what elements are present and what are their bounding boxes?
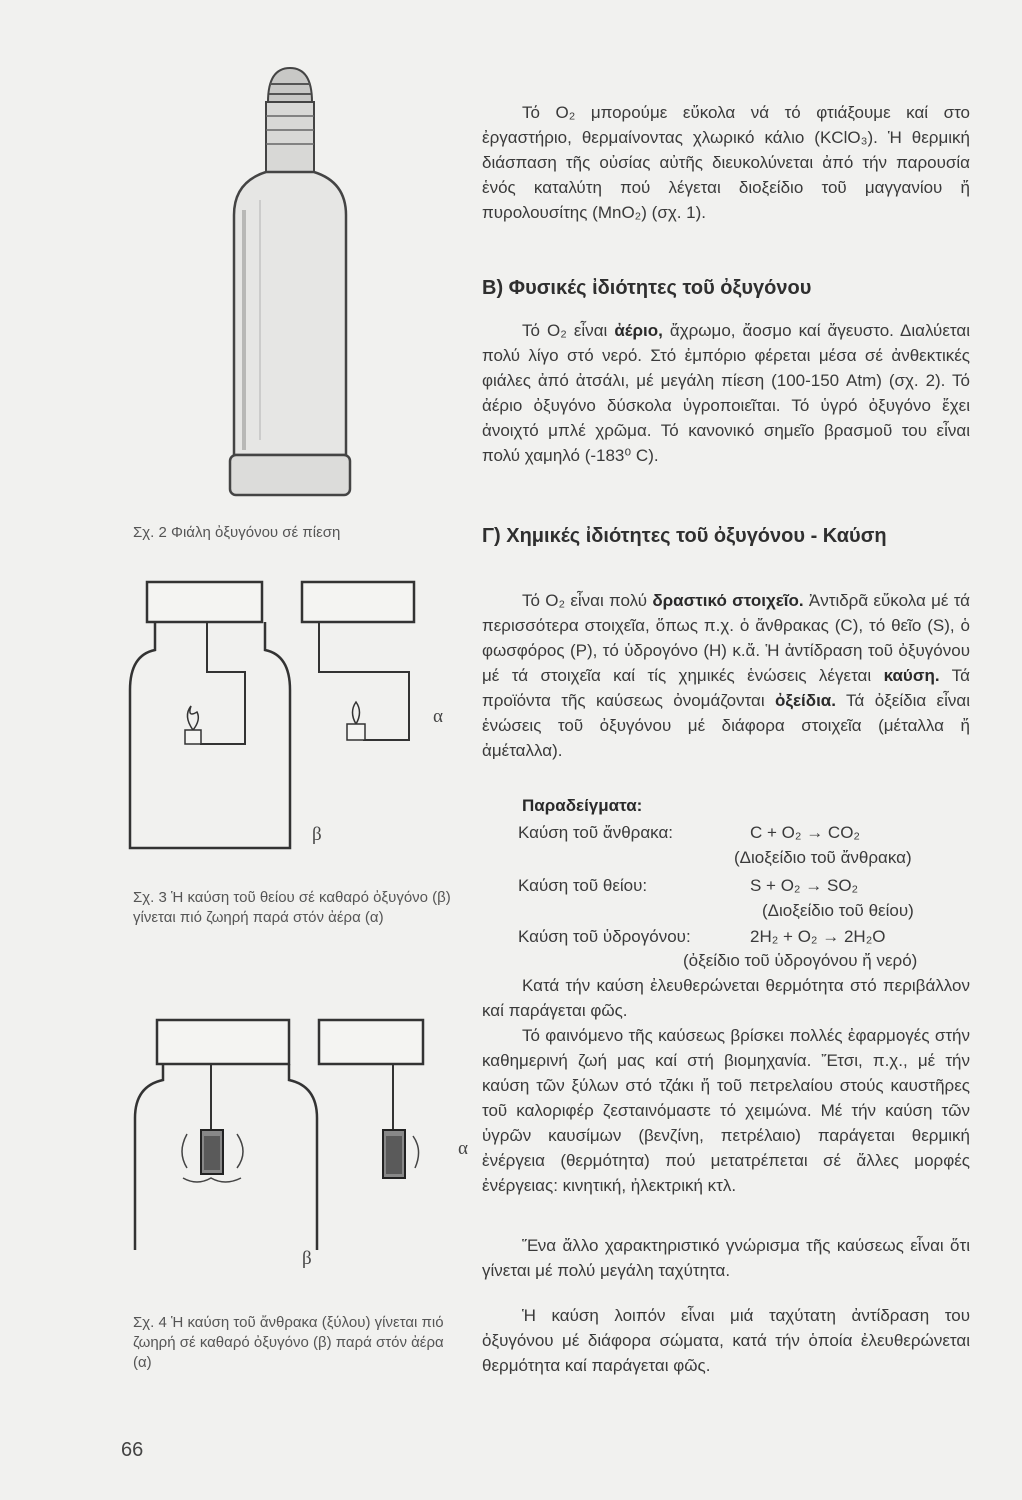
reaction-2-product: (Διοξείδιο τοῦ θείου) [762,901,914,920]
figure-3-caption: Σχ. 3 Ἡ καύση τοῦ θείου σέ καθαρό ὀξυγόνο (β) γίνεται πιό ζωηρή παρά στόν ἀέρα (α) [133,889,451,926]
label-alpha-fig4: α [458,1138,468,1159]
reaction-2-equation: S + O₂ → SO₂ [750,876,859,895]
reaction-2-label: Καύση τοῦ θείου: [518,876,648,895]
label-beta-fig3: β [312,824,322,845]
section-c-paragraph-3: Τό φαινόμενο τῆς καύσεως βρίσκει πολλές ἐφαρμογές στήν καθημερινή ζωή μας καί στή βιομηχανία. Ἔτσι, π.χ., μέ τήν καύση τῶν ξύλων στό τζάκι ἤ τοῦ πετρελαίου στούς καυστῆρες τοῦ καλοριφέρ ζεσταινόμαστε τό χειμώνα. Μέ τήν καύση τῶν ὑγρῶν καυσίμων (βενζίνη, πετρέλαιο) παράγεται θερμική ἐνέργεια (θερμότητα) πού μετατρέπεται σέ ἄλλες μορφές ἐνέργειας: κινητική, ἠλεκτρική κτλ. [482,1026,970,1195]
reaction-3-label: Καύση τοῦ ὑδρογόνου: [518,927,691,946]
section-c-title: Γ) Χημικές ἰδιότητες τοῦ ὀξυγόνου - Καύση [482,525,887,547]
reaction-3-equation: 2H₂ + O₂ → 2H₂O [750,927,886,946]
reaction-3-product: (ὀξείδιο τοῦ ὑδρογόνου ἤ νερό) [683,951,918,970]
figure-4-caption: Σχ. 4 Ἡ καύση τοῦ ἄνθρακα (ξύλου) γίνεται πιό ζωηρή σέ καθαρό ὀξυγόνο (β) παρά στόν ἀέρα (α) [133,1314,444,1371]
examples-title: Παραδείγματα: [522,796,643,815]
section-c-paragraph-2: Κατά τήν καύση ἐλευθερώνεται θερμότητα στό περιβάλλον καί παράγεται φῶς. [482,976,970,1020]
section-b-paragraph: Τό O₂ εἶναι ἀέριο, ἄχρωμο, ἄοσμο καί ἄγευστο. Διαλύεται πολύ λίγο στό νερό. Στό ἐμπόριο φέρεται μέσα σέ ἀνθεκτικές φιάλες ἀπό ἀτσάλι, μέ μεγάλη πίεση (100-150 Atm) (σχ. 2). Τό ἀέριο ὀξυγόνο δύσκολα ὑγροποιεῖται. Τό ὑγρό ὀξυγόνο ἔχει ἀνοιχτό μπλέ χρῶμα. Τό κανονικό σημεῖο βρασμοῦ του εἶναι πολύ χαμηλό (-183⁰ C). [482,321,970,465]
label-beta-fig4: β [302,1248,312,1269]
figure-2-caption: Σχ. 2 Φιάλη ὀξυγόνου σέ πίεση [133,524,341,541]
reaction-1-product: (Διοξείδιο τοῦ ἄνθρακα) [734,848,912,867]
label-alpha-fig3: α [433,706,443,727]
page-number: 66 [121,1439,144,1461]
section-c-paragraph-5: Ἡ καύση λοιπόν εἶναι μιά ταχύτατη ἀντίδραση του ὀξυγόνου μέ διάφορα σώματα, κατά τήν ὁποία ἐλευθερώνεται θερμότητα καί παράγεται φῶς. [482,1306,970,1375]
sulfur-combustion-figure [125,580,425,880]
charcoal-combustion-figure [125,1018,425,1258]
reaction-1-label: Καύση τοῦ ἄνθρακα: [518,823,674,842]
intro-paragraph: Τό O₂ μπορούμε εὔκολα νά τό φτιάξουμε καί στο ἐργαστήριο, θερμαίνοντας χλωρικό κάλιο (KClO₃). Ἡ θερμική διάσπαση τῆς οὐσίας αὐτῆς διευκολύνεται ἀπό τήν παρουσία ἑνός καταλύτη πού λέγεται διοξείδιο τοῦ μαγγανίου ἤ πυρολουσίτης (MnO₂) (σχ. 1). [482,103,970,222]
section-b-title: Β) Φυσικές ἰδιότητες τοῦ ὀξυγόνου [482,277,812,299]
reaction-1-equation: C + O₂ → CO₂ [750,823,861,842]
section-c-paragraph-4: Ἕνα ἄλλο χαρακτηριστικό γνώρισμα τῆς καύσεως εἶναι ὅτι γίνεται μέ πολύ μεγάλη ταχύτητα. [482,1236,970,1280]
section-c-paragraph-1: Τό O₂ εἶναι πολύ δραστικό στοιχεῖο. Ἀντιδρᾶ εὔκολα μέ τά περισσότερα στοιχεῖα, ὅπως π.χ. ὁ ἄνθρακας (C), τό θεῖο (S), ὁ φωσφόρος (P), τό ὑδρογόνο (H) κ.ἄ. Ἡ ἀντίδραση τοῦ ὀξυγόνου μέ τά στοιχεῖα καί τίς χημικές ἑνώσεις λέγεται καύση. Τά προϊόντα τῆς καύσεως ὀνομάζονται ὀξείδια. Τά ὀξείδια εἶναι ἑνώσεις τοῦ ὀξυγόνου μέ διάφορα στοιχεῖα (μέταλλα ἤ ἀμέταλλα). [482,591,971,760]
oxygen-cylinder-figure [200,60,380,500]
